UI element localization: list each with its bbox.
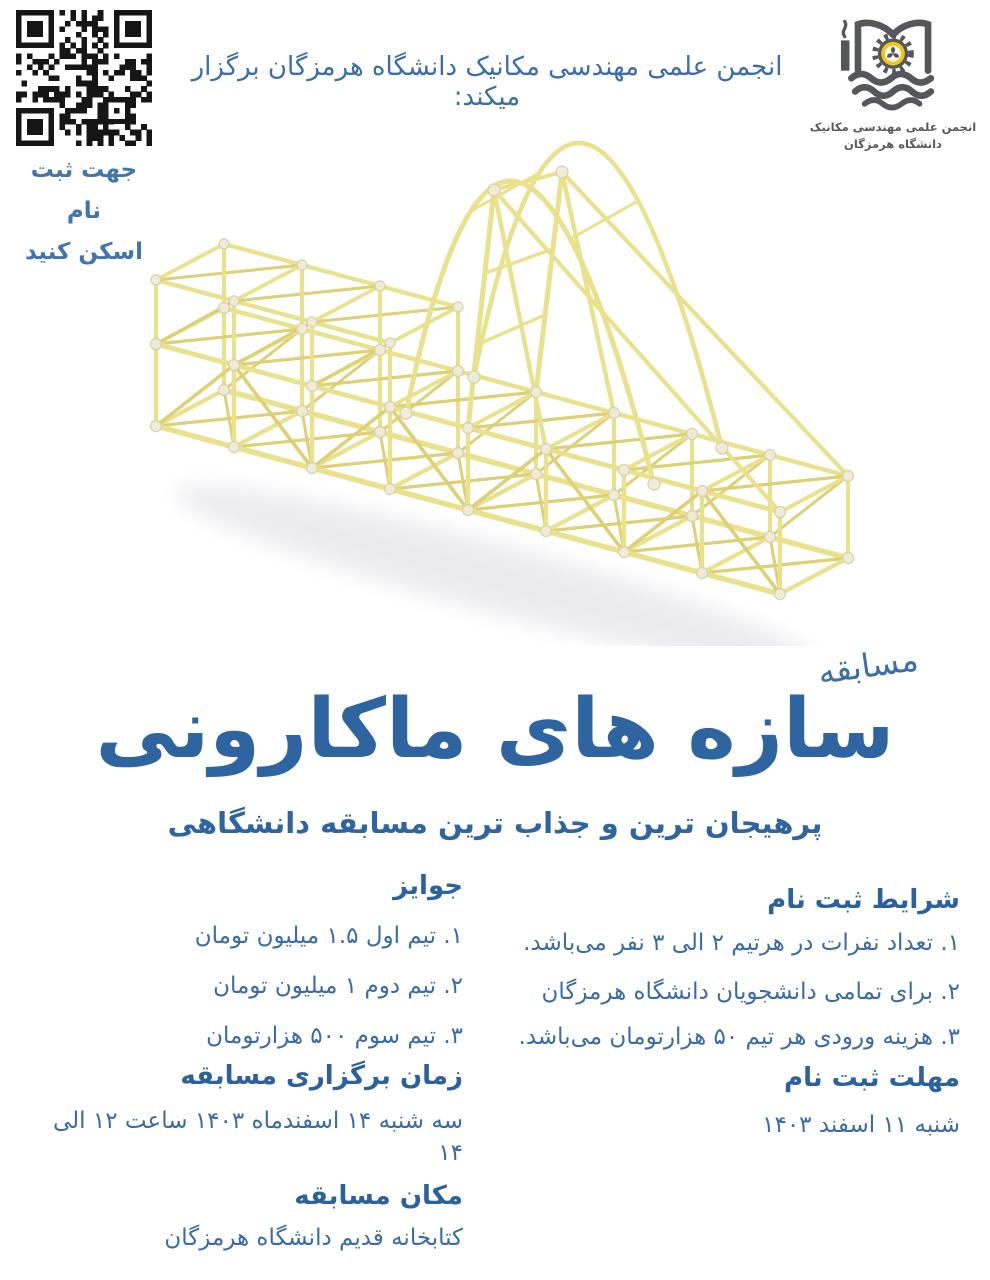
macaroni-structure	[140, 126, 860, 646]
condition-item-1: ۱. تعداد نفرات در هرتیم ۲ الی ۳ نفر می‌باشد.	[523, 930, 960, 956]
page-title: سازه های ماکارونی	[95, 682, 895, 777]
deadline-header: مهلت ثبت نام	[784, 1063, 960, 1093]
venue-header: مکان مسابقه	[294, 1181, 463, 1211]
title-kicker: مسابقه	[815, 639, 921, 692]
prizes-column	[33, 870, 463, 1254]
qr-block	[10, 10, 158, 273]
deadline-value: شنبه ۱۱ اسفند ۱۴۰۳	[762, 1112, 960, 1138]
prize-item-3: ۳. تیم سوم ۵۰۰ هزارتومان	[206, 1023, 463, 1049]
qr-caption-line1: جهت ثبت نام	[30, 157, 138, 224]
presenter-line: انجمن علمی مهندسی مکانیک دانشگاه هرمزگان برگزار میکند:	[191, 52, 783, 112]
conditions-header: شرایط ثبت نام	[767, 885, 960, 915]
prizes-header: جوایز	[393, 871, 463, 901]
association-logo-emblem-icon	[835, 12, 951, 118]
venue-value: کتابخانه قدیم دانشگاه هرمزگان	[164, 1225, 463, 1251]
condition-item-3: ۳. هزینه ورودی هر تیم ۵۰ هزارتومان می‌باشد.	[518, 1024, 960, 1050]
flame-icon	[843, 21, 845, 36]
conditions-column	[482, 884, 960, 1141]
logo-text-line2: دانشگاه هرمزگان	[844, 136, 942, 151]
qr-caption-line2: اسکن کنید	[24, 239, 144, 265]
condition-item-2: ۲. برای تمامی دانشجویان دانشگاه هرمزگان	[541, 979, 960, 1005]
qr-code	[16, 10, 152, 146]
prize-item-2: ۲. تیم دوم ۱ میلیون تومان	[213, 973, 463, 999]
schedule-header: زمان برگزاری مسابقه	[180, 1061, 463, 1091]
schedule-value: سه شنبه ۱۴ اسفندماه ۱۴۰۳ ساعت ۱۲ الی ۱۴	[53, 1108, 463, 1166]
logo-text-line1: انجمن علمی مهندسی مکانیک	[809, 120, 977, 134]
page-subtitle: پرهیجان ترین و جذاب ترین مسابقه دانشگاهی	[167, 806, 823, 840]
gear-icon	[875, 36, 911, 72]
prize-item-1: ۱. تیم اول ۱.۵ میلیون تومان	[194, 923, 463, 949]
chimney-icon	[841, 40, 850, 70]
